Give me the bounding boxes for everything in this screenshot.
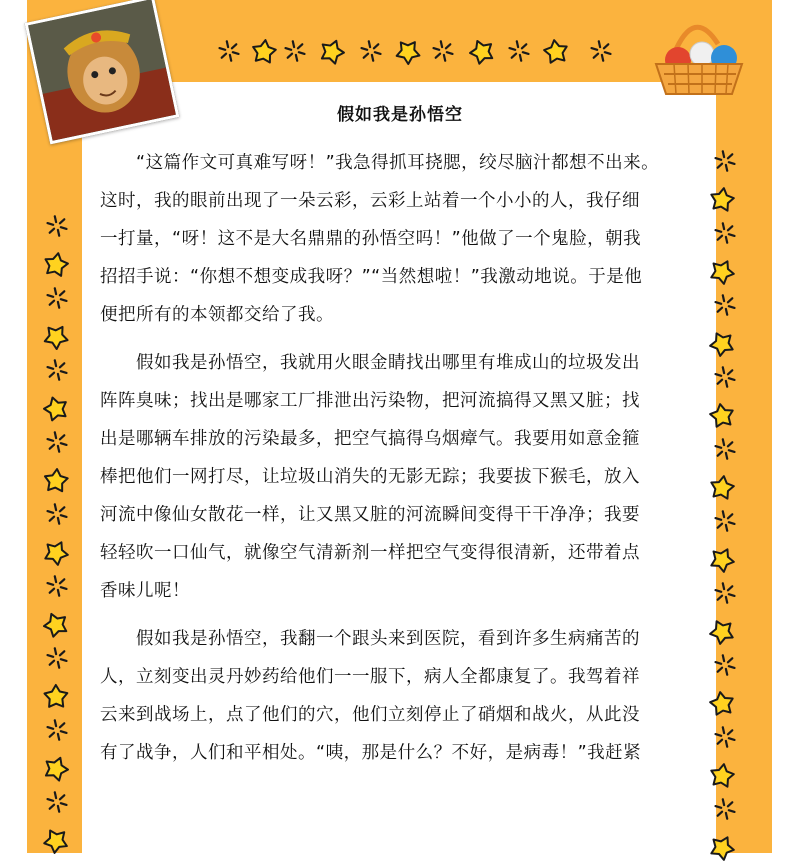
sparkle-icon: [714, 438, 736, 464]
sparkle-icon: [714, 726, 736, 752]
sparkle-icon: [714, 294, 736, 320]
sparkle-icon: [714, 798, 736, 824]
essay-line: 一打量，“呀！这不是大名鼎鼎的孙悟空吗！”他做了一个鬼脸，朝我: [100, 229, 642, 249]
sparkle-icon: [714, 582, 736, 608]
sparkle-icon: [714, 654, 736, 680]
essay-line: 有了战争，人们和平相处。“咦，那是什么？不好，是病毒！”我赶紧: [100, 743, 642, 763]
essay-line: 便把所有的本领都交给了我。: [100, 305, 334, 325]
sparkle-icon: [46, 503, 68, 529]
sparkle-icon: [284, 40, 306, 66]
star-icon: [468, 38, 496, 66]
essay-line: 假如我是孙悟空，我就用火眼金睛找出哪里有堆成山的垃圾发出: [136, 353, 640, 373]
sparkle-icon: [360, 40, 382, 66]
star-icon: [318, 38, 346, 66]
sparkle-icon: [714, 222, 736, 248]
essay-line: 招招手说：“你想不想变成我呀？”“当然想啦！”我激动地说。于是他: [100, 267, 643, 287]
sparkle-icon: [46, 575, 68, 601]
sparkle-icon: [508, 40, 530, 66]
star-icon: [708, 186, 736, 214]
star-icon: [708, 474, 736, 502]
star-icon: [708, 546, 736, 574]
star-icon: [42, 611, 70, 639]
star-icon: [42, 467, 70, 495]
star-icon: [708, 762, 736, 790]
star-icon: [708, 618, 736, 646]
sparkle-icon: [46, 287, 68, 313]
star-icon: [42, 683, 70, 711]
star-icon: [708, 258, 736, 286]
essay-line: 出是哪辆车排放的污染最多，把空气搞得乌烟瘴气。我要用如意金箍: [100, 429, 640, 449]
essay-body: [100, 150, 700, 778]
essay-line: 棒把他们一网打尽，让垃圾山消失的无影无踪；我要拔下猴毛，放入: [100, 467, 640, 487]
star-icon: [708, 690, 736, 718]
essay-line: 河流中像仙女散花一样，让又黑又脏的河流瞬间变得干干净净；我要: [100, 505, 640, 525]
sparkle-icon: [218, 40, 240, 66]
star-icon: [42, 755, 70, 783]
star-icon: [708, 834, 736, 862]
essay-line: 人，立刻变出灵丹妙药给他们一一服下，病人全都康复了。我驾着祥: [100, 667, 640, 687]
sparkle-icon: [46, 647, 68, 673]
sparkle-icon: [46, 359, 68, 385]
sparkle-icon: [46, 431, 68, 457]
star-icon: [42, 539, 70, 567]
essay-line: 轻轻吹一口仙气，就像空气清新剂一样把空气变得很清新，还带着点: [100, 543, 640, 563]
essay-line: 香味儿呢！: [100, 581, 190, 601]
sparkle-icon: [432, 40, 454, 66]
sparkle-icon: [714, 366, 736, 392]
star-icon: [42, 323, 70, 351]
sparkle-icon: [590, 40, 612, 66]
essay-line: 云来到战场上，点了他们的穴，他们立刻停止了硝烟和战火，从此没: [100, 705, 640, 725]
star-icon: [42, 827, 70, 855]
star-icon: [42, 251, 70, 279]
sparkle-icon: [46, 215, 68, 241]
sparkle-icon: [46, 791, 68, 817]
star-icon: [542, 38, 570, 66]
star-icon: [394, 38, 422, 66]
essay-line: “这篇作文可真难写呀！”我急得抓耳挠腮，绞尽脑汁都想不出来。: [136, 153, 660, 173]
star-icon: [708, 402, 736, 430]
sparkle-icon: [46, 719, 68, 745]
essay-line: 阵阵臭味；找出是哪家工厂排泄出污染物，把河流搞得又黑又脏；找: [100, 391, 640, 411]
star-icon: [42, 395, 70, 423]
essay-line: 这时，我的眼前出现了一朵云彩，云彩上站着一个小小的人，我仔细: [100, 191, 640, 211]
essay-title: 假如我是孙悟空: [337, 105, 463, 125]
star-icon: [708, 330, 736, 358]
sparkle-icon: [714, 510, 736, 536]
essay-line: 假如我是孙悟空，我翻一个跟头来到医院，看到许多生病痛苦的: [136, 629, 640, 649]
basket-of-yarn-balls-icon: [644, 14, 754, 104]
star-icon: [250, 38, 278, 66]
sparkle-icon: [714, 150, 736, 176]
